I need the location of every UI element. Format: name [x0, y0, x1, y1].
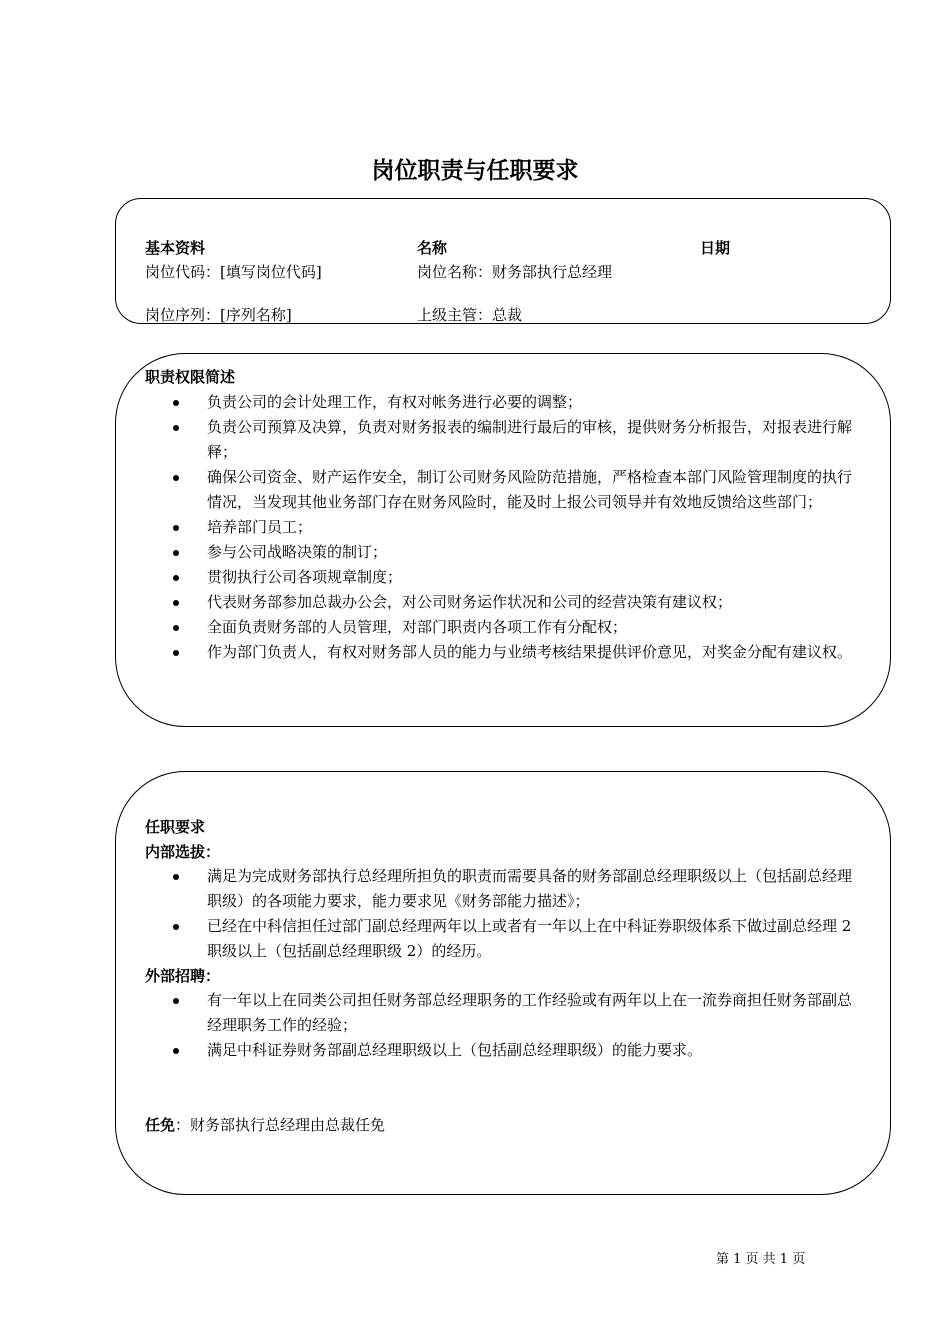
- responsibilities-list: [116, 390, 892, 665]
- external-recruitment-heading: 外部招聘：: [145, 967, 221, 985]
- appointment-line: [145, 1113, 385, 1138]
- bullet-icon: [173, 525, 179, 531]
- bullet-icon: [173, 625, 179, 631]
- appointment-text: ：财务部执行总经理由总裁任免: [175, 1116, 386, 1134]
- list-item: 有一年以上在同类公司担任财务部总经理职务的工作经验或有两年以上在一流券商担任财务部副总经理职务工作的经验；: [116, 988, 892, 1038]
- list-item: 负责公司的会计处理工作，有权对帐务进行必要的调整；: [116, 390, 892, 415]
- internal-selection-heading: 内部选拔：: [145, 843, 221, 861]
- bullet-icon: [173, 998, 179, 1004]
- name-heading: 名称: [417, 239, 448, 257]
- list-item: 全面负责财务部的人员管理，对部门职责内各项工作有分配权；: [116, 615, 892, 640]
- bullet-icon: [173, 874, 179, 880]
- list-item: 贯彻执行公司各项规章制度；: [116, 565, 892, 590]
- responsibilities-heading: 职责权限简述: [145, 368, 236, 386]
- list-item: 确保公司资金、财产运作安全，制订公司财务风险防范措施，严格检查本部门风险管理制度的执行情况，当发现其他业务部门存在财务风险时，能及时上报公司领导并有效地反馈给这些部门；: [116, 465, 892, 515]
- bullet-icon: [173, 475, 179, 481]
- date-heading: 日期: [700, 239, 731, 257]
- basic-info-heading: 基本资料: [145, 239, 206, 257]
- internal-selection-list: [116, 864, 892, 964]
- appointment-label: 任免: [145, 1116, 176, 1134]
- list-item: 代表财务部参加总裁办公会，对公司财务运作状况和公司的经营决策有建议权；: [116, 590, 892, 615]
- basic-info-box: [115, 198, 891, 324]
- list-item: 参与公司战略决策的制订；: [116, 540, 892, 565]
- supervisor: 上级主管：总裁: [417, 306, 523, 324]
- list-item: 培养部门员工；: [116, 515, 892, 540]
- bullet-icon: [173, 924, 179, 930]
- bullet-icon: [173, 600, 179, 606]
- bullet-icon: [173, 575, 179, 581]
- position-name: 岗位名称：财务部执行总经理: [417, 263, 613, 281]
- requirements-box: [115, 771, 891, 1195]
- position-series: 岗位序列：[序列名称]: [145, 306, 292, 324]
- list-item: 作为部门负责人，有权对财务部人员的能力与业绩考核结果提供评价意见，对奖金分配有建议权。: [116, 640, 892, 665]
- list-item: 负责公司预算及决算，负责对财务报表的编制进行最后的审核，提供财务分析报告，对报表进行解释；: [116, 415, 892, 465]
- list-item: 满足中科证券财务部副总经理职级以上（包括副总经理职级）的能力要求。: [116, 1038, 892, 1063]
- list-item: 满足为完成财务部执行总经理所担负的职责而需要具备的财务部副总经理职级以上（包括副总经理职级）的各项能力要求，能力要求见《财务部能力描述》；: [116, 864, 892, 914]
- bullet-icon: [173, 400, 179, 406]
- responsibilities-box: [115, 353, 891, 727]
- list-item: 已经在中科信担任过部门副总经理两年以上或者有一年以上在中科证券职级体系下做过副总经理 2 职级以上（包括副总经理职级 2）的经历。: [116, 914, 892, 964]
- bullet-icon: [173, 650, 179, 656]
- page-footer: 第 1 页 共 1 页: [716, 1252, 806, 1267]
- bullet-icon: [173, 1048, 179, 1054]
- external-recruitment-list: [116, 988, 892, 1063]
- position-code: 岗位代码：[填写岗位代码]: [145, 263, 322, 281]
- requirements-heading: 任职要求: [145, 818, 206, 836]
- bullet-icon: [173, 550, 179, 556]
- document-title: 岗位职责与任职要求: [371, 158, 579, 184]
- bullet-icon: [173, 425, 179, 431]
